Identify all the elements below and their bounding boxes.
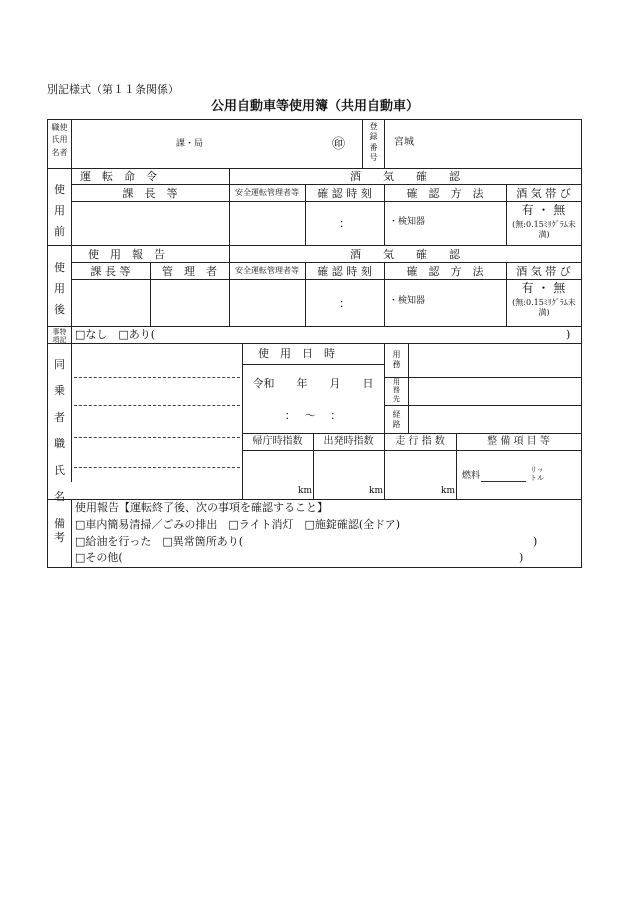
yes-no-choice-after[interactable]: 有 ・ 無 [521,281,566,295]
alcohol-tag-label: 酒 気 帯 び [516,187,571,200]
remarks-checklist-2[interactable]: □給油を行った □異常箇所あり( [75,535,244,548]
confirm-time-label-after: 確 認 時 刻 [317,265,372,278]
usage-datetime-head: 使 用 日 時 [258,347,335,360]
seal-mark: ㊞ [332,137,346,152]
purpose-label: 用 務 [392,350,401,369]
depart-odometer-label: 出発時指数 [323,436,374,447]
yes-no-choice[interactable]: 有 ・ 無 [521,203,566,217]
form-label: 別記様式（第１１条関係） [47,83,179,96]
return-odometer-label: 帰庁時指数 [252,436,303,447]
remarks-checklist-3[interactable]: □その他( [75,551,123,564]
return-km-unit: km [298,486,312,496]
dept-label: 課・局 [176,139,204,149]
page-title: 公用自動車等使用簿（共用自動車） [210,99,419,114]
distance-label: 走 行 指 数 [395,436,445,447]
remarks-checklist-1[interactable]: □車内簡易清掃／ごみの排出 □ライト消灯 □施錠確認(全ドア) [75,518,401,531]
special-notes-label: 事特 項記 [52,328,67,345]
remarks-checklist-2-close: ) [533,535,538,548]
threshold-note-after: (無:0.15ﾐﾘｸﾞﾗﾑ未満) [512,298,576,318]
remarks-report-head: 使用報告【運転終了後、次の事項を確認すること】 [75,501,328,514]
alcohol-check-head-after: 酒 気 確 認 [350,248,460,261]
alcohol-tag-label-after: 酒 気 帯 び [516,265,571,278]
remarks-label: 備 考 [54,517,65,545]
distance-km-unit: km [441,486,455,496]
registration-value: 宮城 [394,137,414,148]
liter-unit: リッ トル [530,466,544,483]
use-report-head: 使 用 報 告 [88,248,165,261]
section-chief-label: 課 長 等 [122,187,178,200]
confirm-method-label: 確 認 方 法 [406,187,484,200]
confirm-method-label-after: 確 認 方 法 [406,265,484,278]
route-label: 経 路 [392,410,401,429]
special-notes-close: ) [566,328,571,341]
maintenance-label: 整 備 項 目 等 [487,436,550,447]
detector-label-after: ・検知器 [389,296,426,306]
threshold-note: (無:0.15ﾐﾘｸﾞﾗﾑ未満) [512,220,576,240]
safety-manager-label: 安全運転管理者等 [235,188,299,197]
manager-label: 管 理 者 [162,265,217,278]
drive-order-head: 運 転 命 令 [80,170,157,183]
user-name-label: 職使 氏用 名者 [51,123,68,157]
before-use-label: 使 用 前 [54,183,65,238]
section-chief-label-after: 課 長 等 [90,265,131,278]
passenger-label: 同 乗 者 職 氏 名 [54,358,65,503]
fuel-label: 燃料 [462,471,481,481]
confirm-time-value-after[interactable]: ： [339,297,350,310]
alcohol-check-head: 酒 気 確 認 [350,170,460,183]
after-use-label: 使 用 後 [54,261,65,316]
usage-time-line[interactable]: ： 〜 ： [284,409,342,422]
fuel-input-line[interactable] [481,481,526,482]
usage-date-line[interactable]: 令和 年 月 日 [252,377,374,390]
remarks-checklist-3-close: ) [519,551,524,564]
special-notes-options[interactable]: □なし □あり( [75,328,156,341]
destination-label: 用 務 先 [393,378,400,403]
confirm-time-value[interactable]: ： [339,217,350,230]
detector-label: ・検知器 [389,217,426,227]
confirm-time-label: 確 認 時 刻 [317,187,372,200]
depart-km-unit: km [369,486,383,496]
safety-manager-label-after: 安全運転管理者等 [235,266,299,275]
registration-label: 登 録 番 号 [369,122,378,163]
